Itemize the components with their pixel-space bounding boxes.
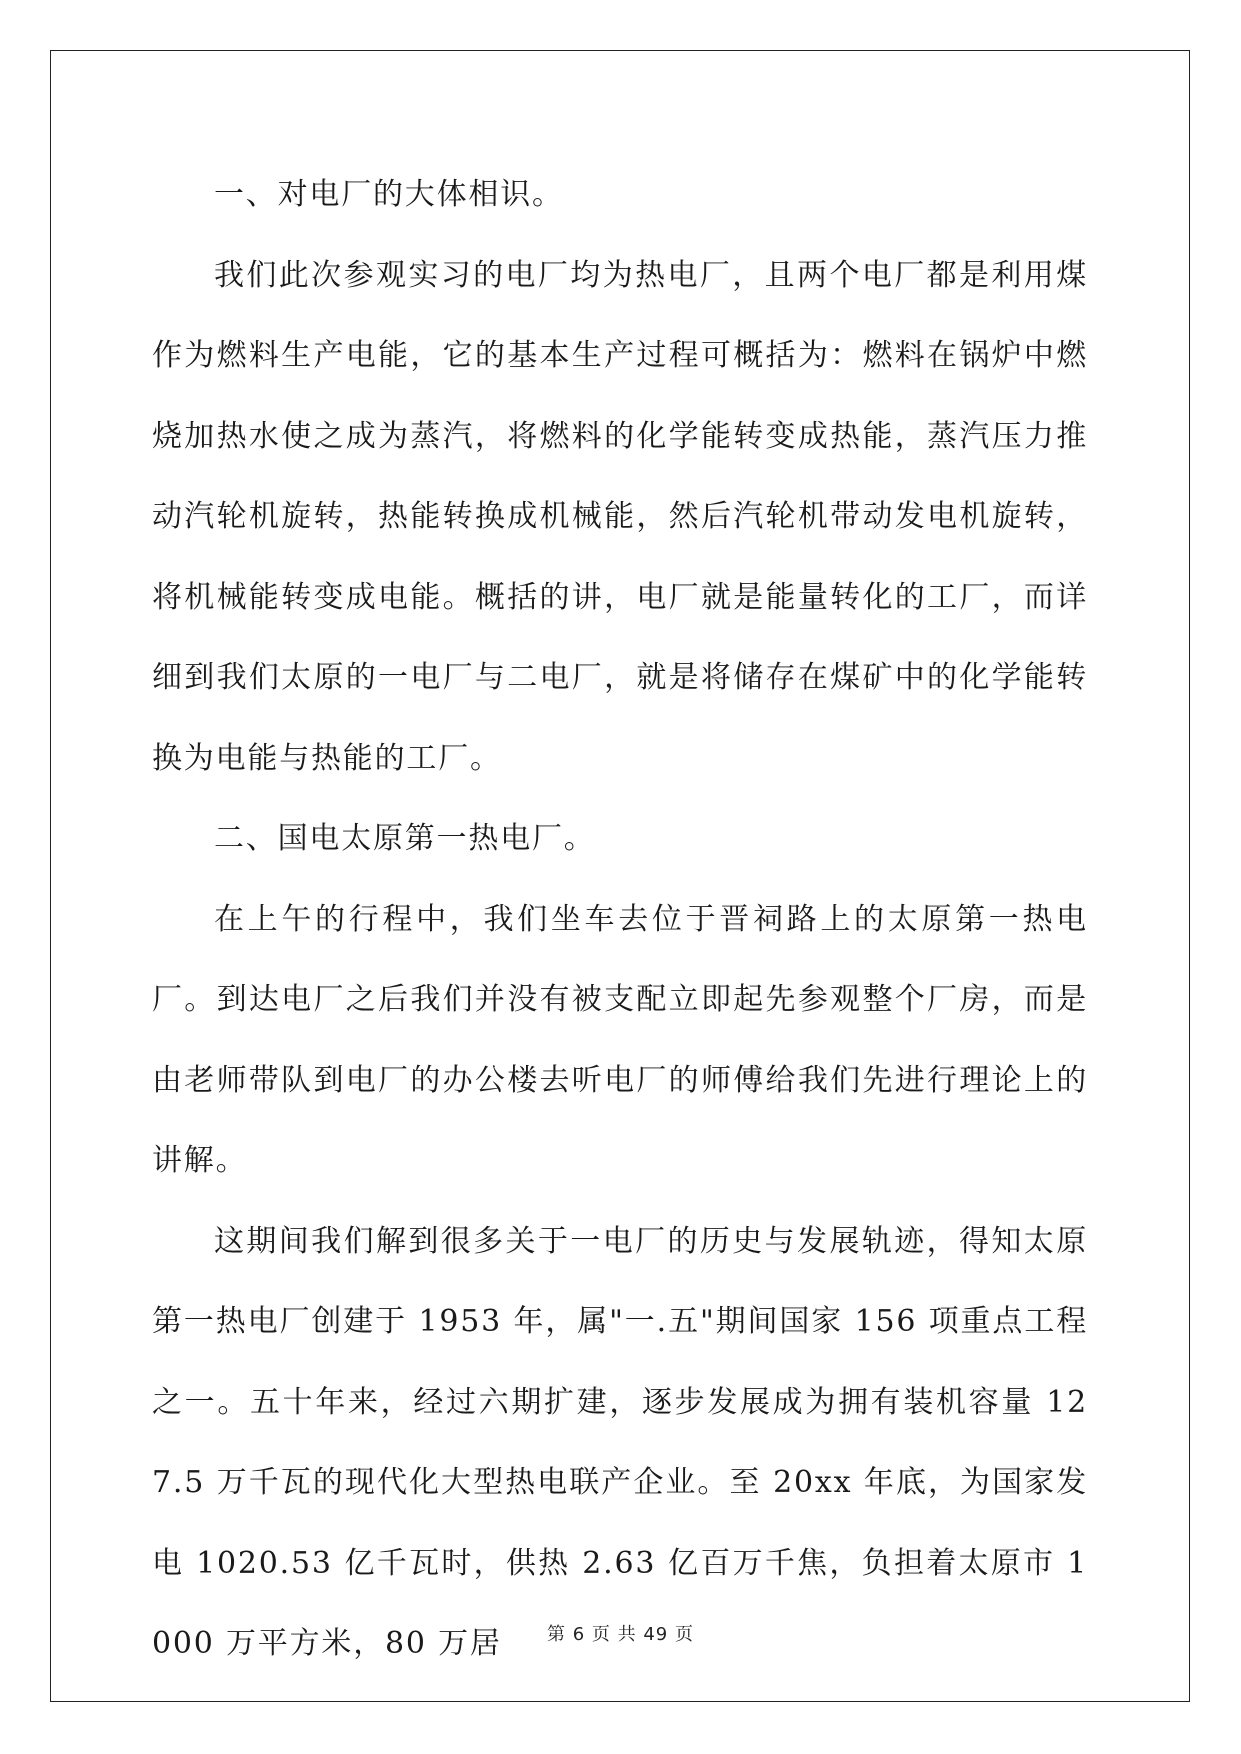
paragraph: 我们此次参观实习的电厂均为热电厂，且两个电厂都是利用煤作为燃料生产电能，它的基本生产过程可概括为：燃料在锅炉中燃烧加热水使之成为蒸汽，将燃料的化学能转变成热能，蒸汽压力推动汽轮机旋转，热能转换成机械能，然后汽轮机带动发电机旋转，将机械能转变成电能。概括的讲，电厂就是能量转化的工厂，而详细到我们太原的一电厂与二电厂，就是将储存在煤矿中的化学能转换为电能与热能的工厂。	[152, 257, 1088, 776]
heading-section-1: 一、对电厂的大体相识。	[214, 177, 564, 212]
document-body	[152, 155, 1088, 1685]
paragraph: 这期间我们解到很多关于一电厂的历史与发展轨迹，得知太原第一热电厂创建于 1953 年，属"一.五"期间国家 156 项重点工程之一。五十年来，经过六期扩建，逐步发展成为拥有装机容量 127.5 万千瓦的现代化大型热电联产企业。至 20xx 年底，为国家发电 1020.53 亿千瓦时，供热 2.63 亿百万千焦，负担着太原市 1000 万平方米，80 万居	[152, 1223, 1088, 1661]
heading-section-2: 二、国电太原第一热电厂。	[214, 821, 596, 856]
paragraph: 在上午的行程中，我们坐车去位于晋祠路上的太原第一热电厂。到达电厂之后我们并没有被支配立即起先参观整个厂房，而是由老师带队到电厂的办公楼去听电厂的师傅给我们先进行理论上的讲解。	[152, 901, 1088, 1178]
page-number-footer: 第 6 页 共 49 页	[547, 1624, 694, 1645]
